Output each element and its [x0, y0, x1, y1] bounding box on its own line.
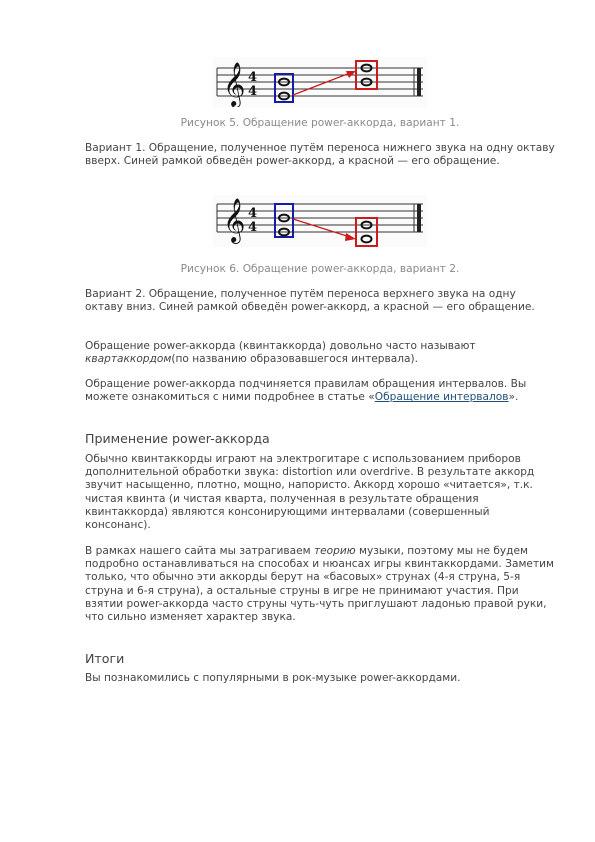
treble-clef-icon: 𝄞: [223, 62, 246, 106]
figure-5: [85, 55, 555, 110]
paragraph-variant-2: [85, 288, 555, 314]
heading-summary: Итоги: [85, 651, 125, 666]
paragraph-text: Вы познакомились с популярными в рок-музыке power-аккордами.: [85, 672, 461, 684]
italic-term: теорию: [313, 545, 356, 557]
time-signature-bottom: 4: [248, 84, 258, 99]
paragraph-site-scope: [85, 545, 555, 624]
heading-power-chord-usage: Применение power-аккорда: [85, 431, 270, 446]
time-signature-top: 4: [248, 206, 258, 221]
paragraph-text: В рамках нашего сайта мы затрагиваем теорию музыки, поэтому мы не будем подробно останавливаться на способах и нюансах игры квинтаккордами. Заметим только, что обычно эти аккорды берут на «басовых» струнах (4-я струна, 5-я струна и 6-я струна), а остальные струны в игре не принимают участия. При взятии power-аккорда часто струны чуть-чуть приглушают ладонью правой руки, что сильно изменяет характер звука.: [85, 545, 554, 624]
figure-6: [85, 193, 555, 248]
time-signature-top: 4: [248, 70, 258, 85]
paragraph-text: Обычно квинтаккорды играют на электрогитаре с использованием приборов дополнительной обработки звука: distortion или overdrive. В результате аккорд звучит насыщенно, плотно, мощно, напористо. Аккорд хорошо «читается», т.к. чистая квинта (и чистая кварта, полученная в результате обращения квинтаккорда) являются консонирующими интервалами (совершенный консонанс).: [85, 453, 535, 532]
paragraph-text: Обращение power-аккорда (квинтаккорда) довольно часто называют квартаккордом(по названию образовавшегося интервала).: [85, 340, 476, 366]
paragraph-quartaccord: [85, 340, 555, 366]
paragraph-text: Вариант 1. Обращение, полученное путём переноса нижнего звука на одну октаву вверх. Синей рамкой обведён power-аккорд, а красной — его обращение.: [85, 142, 555, 168]
paragraph-usage: [85, 453, 555, 532]
music-staff-figure-6: [213, 195, 427, 247]
paragraph-summary: [85, 672, 555, 685]
paragraph-text: Обращение power-аккорда подчиняется правилам обращения интервалов. Вы можете ознакомиться с ними подробнее в статье «Обращение интервалов».: [85, 378, 527, 404]
italic-term: квартаккордом: [85, 353, 172, 366]
time-signature-bottom: 4: [248, 220, 258, 235]
treble-clef-icon: 𝄞: [223, 198, 246, 242]
music-staff-figure-5: [213, 57, 427, 107]
paragraph-interval-rules: [85, 378, 555, 404]
figure-5-caption: Рисунок 5. Обращение power-аккорда, вариант 1.: [180, 117, 460, 129]
paragraph-variant-1: [85, 142, 555, 168]
figure-6-caption: Рисунок 6. Обращение power-аккорда, вариант 2.: [180, 263, 460, 275]
link-interval-inversion[interactable]: Обращение интервалов: [374, 391, 509, 404]
paragraph-text: Вариант 2. Обращение, полученное путём переноса верхнего звука на одну октаву вниз. Синей рамкой обведён power-аккорд, а красной — его обращение.: [85, 288, 535, 314]
